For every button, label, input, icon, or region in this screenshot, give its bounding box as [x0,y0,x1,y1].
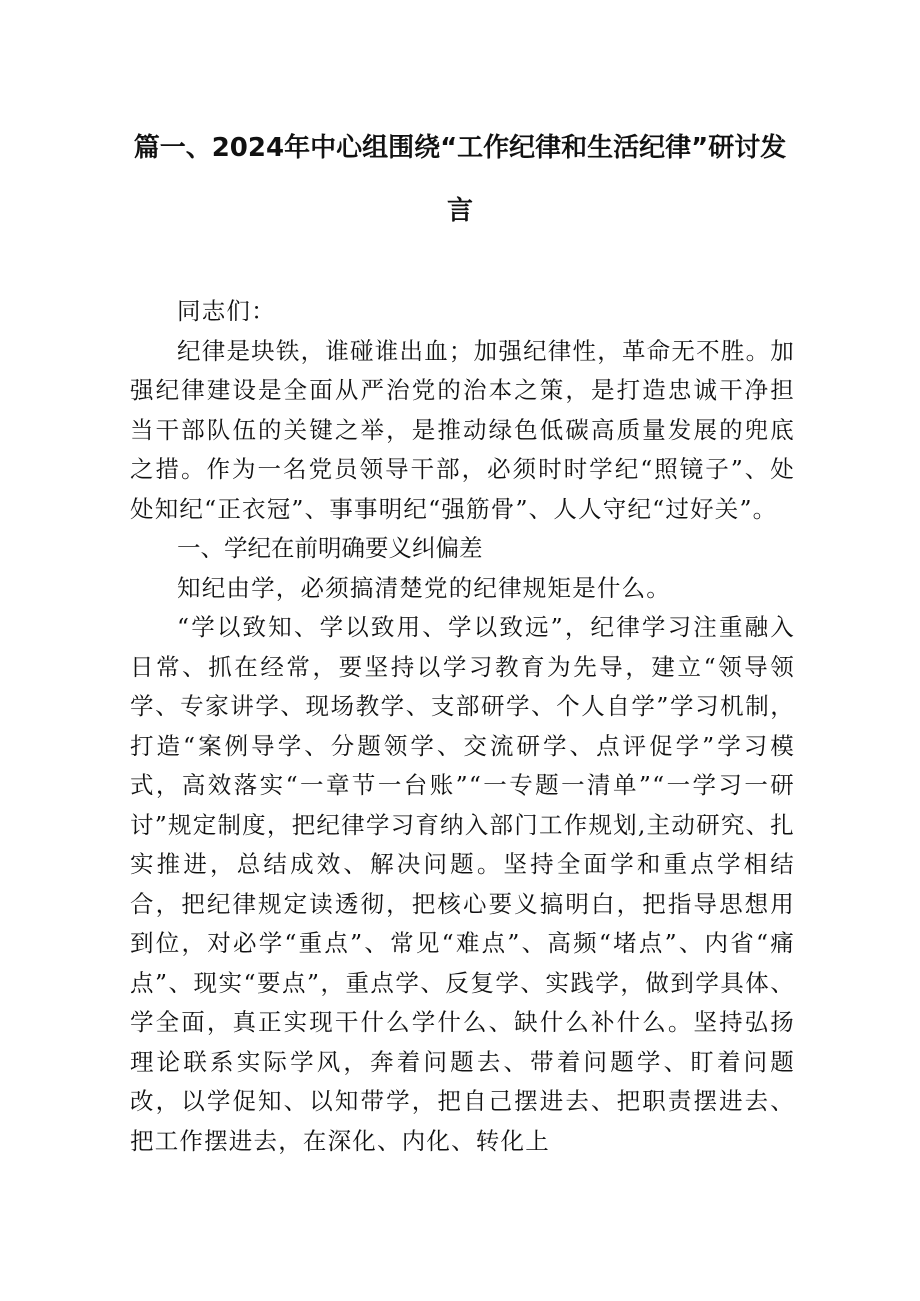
section-heading: 一、学纪在前明确要义纠偏差 [177,534,483,562]
document-body [130,292,795,1161]
intro-paragraph: 纪律是块铁，谁碰谁出血；加强纪律性，革命无不胜。加强纪律建设是全面从严治党的治本之策，是打造忠诚干净担当干部队伍的关键之举，是推动绿色低碳高质量发展的兜底之措。作为一名党员领导干部，必须时时学纪“照镜子”、处处知纪“正衣冠”、事事明纪“强筋骨”、人人守纪“过好关”。 [130,336,795,523]
section-paragraph: 知纪由学，必须搞清楚党的纪律规矩是什么。 [177,573,671,602]
document-title-continuation: 言 [446,196,473,226]
document-title: 篇一、2024年中心组围绕“工作纪律和生活纪律”研讨发 [133,133,787,163]
section-paragraph: “学以致知、学以致用、学以致远”，纪律学习注重融入日常、抓在经常，要坚持以学习教育为先导，建立“领导领学、专家讲学、现场教学、支部研学、个人自学”学习机制，打造“案例导学、分题领学、交流研学、点评促学”学习模式，高效落实“一章节一台账”“一专题一清单”“一学习一研讨”规定制度，把纪律学习育纳入部门工作规划,主动研究、扎实推进，总结成效、解决问题。坚持全面学和重点学相结合，把纪律规定读透彻，把核心要义搞明白，把指导思想用到位，对必学“重点”、常见“难点”、高频“堵点”、内省“痛点”、现实“要点”，重点学、反复学、实践学，做到学具体、学全面，真正实现干什么学什么、缺什么补什么。坚持弘扬理论联系实际学风，奔着问题去、带着问题学、盯着问题改，以学促知、以知带学，把自己摆进去、把职责摆进去、把工作摆进去，在深化、内化、转化上 [130,613,795,1155]
greeting: 同志们： [177,297,276,325]
